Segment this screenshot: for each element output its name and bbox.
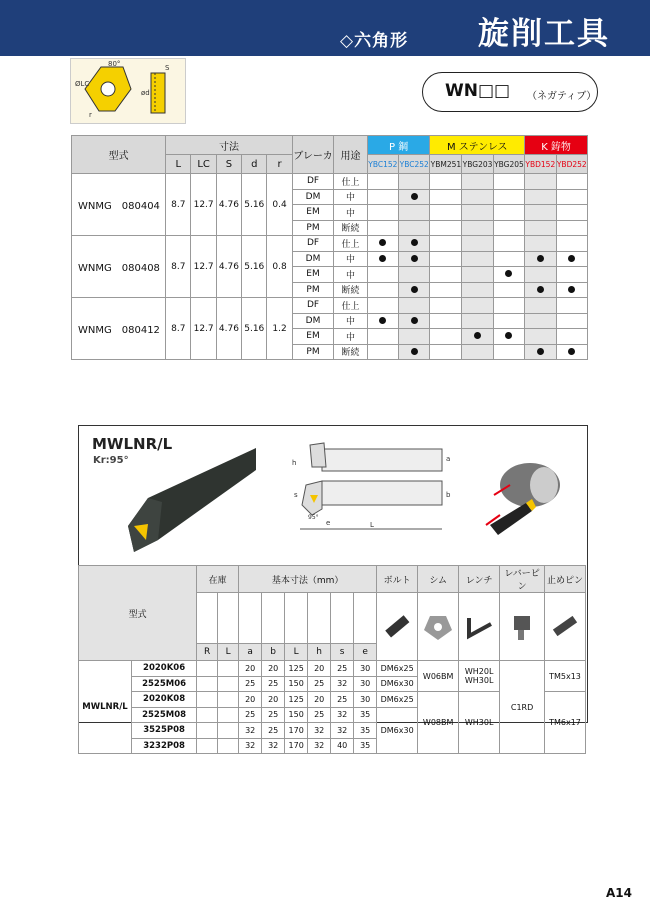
holder-dim-value: 32 — [331, 676, 354, 692]
breaker-code: EM — [292, 329, 334, 345]
grade-availability — [399, 205, 430, 221]
section-subtitle: ◇六角形 — [340, 31, 409, 51]
holder-model: 3525P08 — [132, 723, 197, 739]
holder-approach-angle: Kr:95° — [93, 455, 129, 466]
grade-availability — [430, 189, 462, 205]
grade-availability — [556, 174, 587, 190]
grade-availability — [462, 236, 493, 252]
stop-pin-value: TM5x13 — [544, 661, 585, 692]
stop-pin-value: TM6x17 — [544, 692, 585, 754]
grade-availability — [556, 313, 587, 329]
grade-availability — [525, 220, 556, 236]
holder-dim-value: 35 — [354, 707, 377, 723]
stock-l — [218, 692, 239, 708]
holder-dim-header: h — [308, 644, 331, 661]
holder-dim-header: s — [331, 644, 354, 661]
dim-col-header: LC — [191, 155, 216, 174]
breaker-code: DF — [292, 298, 334, 314]
wrench-value: WH30L — [459, 692, 500, 754]
stop-pin-icon — [544, 593, 585, 661]
grade-availability — [525, 236, 556, 252]
holder-dim-value: 35 — [354, 738, 377, 754]
holder-dim-value: 20 — [239, 692, 262, 708]
holder-dim-value: 35 — [354, 723, 377, 739]
grade-availability — [556, 329, 587, 345]
available-mark-icon — [568, 348, 575, 355]
usage-text: 中 — [334, 267, 367, 283]
grade-availability — [525, 344, 556, 360]
insert-spec-table — [71, 135, 588, 360]
shim-icon — [418, 593, 459, 661]
insert-type-note: （ネガティブ） — [527, 91, 597, 102]
dim-col-header: d — [242, 155, 267, 174]
cutting-illustration — [480, 455, 576, 537]
stock-l — [218, 723, 239, 739]
breaker-code: EM — [292, 267, 334, 283]
grade-group-k: K 鋳物 — [525, 136, 588, 155]
grade-availability — [493, 313, 524, 329]
breaker-code: PM — [292, 220, 334, 236]
holder-dim-value: 32 — [331, 723, 354, 739]
grade-availability — [399, 344, 430, 360]
insert-dim-value: 4.76 — [216, 236, 241, 298]
wrench-icon — [459, 593, 500, 661]
bolt-value: DM6x30 — [377, 707, 418, 754]
available-mark-icon — [537, 255, 544, 262]
grade-availability — [556, 298, 587, 314]
stock-r — [197, 707, 218, 723]
hole-label: ød — [141, 89, 150, 97]
grade-availability — [556, 267, 587, 283]
stock-l — [218, 707, 239, 723]
holder-dim-value: 150 — [285, 707, 308, 723]
holder-dim-value: 30 — [354, 661, 377, 677]
grade-availability — [430, 205, 462, 221]
grade-availability — [462, 313, 493, 329]
breaker-code: DF — [292, 174, 334, 190]
holder-col-stock: 在庫 — [197, 566, 239, 593]
grade-availability — [430, 251, 462, 267]
grade-availability — [493, 205, 524, 221]
grade-availability — [493, 189, 524, 205]
grade-availability — [462, 205, 493, 221]
grade-availability — [399, 251, 430, 267]
grade-availability — [556, 236, 587, 252]
grade-header: YBC152 — [367, 155, 398, 174]
thickness-label: S — [165, 64, 170, 72]
insert-dim-value: 12.7 — [191, 236, 216, 298]
stock-l — [218, 661, 239, 677]
grade-availability — [430, 298, 462, 314]
grade-availability — [556, 282, 587, 298]
wrench-value-2: WH30L — [464, 676, 494, 685]
stock-l — [218, 676, 239, 692]
grade-availability — [399, 174, 430, 190]
holder-col-lever: レバーピン — [500, 566, 545, 593]
grade-availability — [367, 174, 398, 190]
grade-availability — [399, 189, 430, 205]
breaker-code: DM — [292, 189, 334, 205]
holder-dim-value: 32 — [262, 738, 285, 754]
insert-row — [72, 236, 588, 252]
grade-availability — [430, 174, 462, 190]
holder-col-stop: 止めピン — [544, 566, 585, 593]
grade-availability — [430, 220, 462, 236]
lc-label: ØLC — [75, 80, 90, 88]
usage-text: 断続 — [334, 282, 367, 298]
insert-dim-value: 5.16 — [242, 236, 267, 298]
col-breaker: ブレーカ — [292, 136, 334, 174]
grade-availability — [493, 344, 524, 360]
holder-dim-value: 125 — [285, 692, 308, 708]
holder-model: 3232P08 — [132, 738, 197, 754]
insert-row — [72, 174, 588, 190]
available-mark-icon — [411, 255, 418, 262]
lever-pin-icon — [500, 593, 545, 661]
usage-text: 中 — [334, 251, 367, 267]
grade-availability — [430, 267, 462, 283]
usage-text: 仕上 — [334, 174, 367, 190]
available-mark-icon — [379, 255, 386, 262]
wrench-value — [459, 661, 500, 692]
insert-dim-value: 1.2 — [267, 298, 292, 360]
svg-text:95°: 95° — [308, 514, 319, 521]
blank-cell — [262, 593, 285, 644]
grade-availability — [399, 267, 430, 283]
grade-availability — [525, 251, 556, 267]
holder-title: MWLNR/L — [92, 435, 173, 453]
grade-availability — [399, 220, 430, 236]
holder-col-bolt: ボルト — [377, 566, 418, 593]
grade-availability — [462, 189, 493, 205]
insert-code-box — [422, 72, 598, 112]
stock-col-header: L — [218, 644, 239, 661]
breaker-code: DM — [292, 251, 334, 267]
grade-availability — [462, 251, 493, 267]
grade-availability — [556, 251, 587, 267]
insert-dim-value: 5.16 — [242, 298, 267, 360]
grade-availability — [462, 329, 493, 345]
stock-col-header: R — [197, 644, 218, 661]
holder-dim-value: 170 — [285, 738, 308, 754]
holder-col-model: 型式 — [79, 566, 197, 661]
available-mark-icon — [411, 286, 418, 293]
available-mark-icon — [411, 317, 418, 324]
holder-dim-value: 25 — [331, 661, 354, 677]
grade-availability — [493, 251, 524, 267]
grade-availability — [493, 282, 524, 298]
available-mark-icon — [537, 348, 544, 355]
blank-cell — [308, 593, 331, 644]
breaker-code: PM — [292, 344, 334, 360]
blank-cell — [218, 593, 239, 644]
bolt-value: DM6x30 — [377, 676, 418, 692]
holder-dim-header: a — [239, 644, 262, 661]
grade-availability — [367, 236, 398, 252]
grade-header: YBG203 — [462, 155, 493, 174]
grade-header: YBD152 — [525, 155, 556, 174]
holder-photo — [128, 440, 256, 558]
grade-availability — [462, 174, 493, 190]
holder-model: 2525M06 — [132, 676, 197, 692]
insert-row — [72, 298, 588, 314]
holder-row — [79, 661, 586, 677]
holder-dim-value: 32 — [308, 723, 331, 739]
grade-availability — [462, 220, 493, 236]
header-bar — [0, 0, 650, 56]
grade-availability — [556, 344, 587, 360]
available-mark-icon — [411, 239, 418, 246]
holder-dim-value: 30 — [354, 676, 377, 692]
available-mark-icon — [568, 255, 575, 262]
grade-availability — [367, 220, 398, 236]
blank-cell — [354, 593, 377, 644]
holder-dim-value: 125 — [285, 661, 308, 677]
usage-text: 仕上 — [334, 298, 367, 314]
insert-dim-value: 8.7 — [166, 236, 191, 298]
grade-availability — [399, 282, 430, 298]
grade-availability — [399, 298, 430, 314]
holder-col-wrench: レンチ — [459, 566, 500, 593]
stock-r — [197, 676, 218, 692]
blank-cell — [239, 593, 262, 644]
holder-col-dims: 基本寸法（mm） — [239, 566, 377, 593]
col-model: 型式 — [72, 136, 166, 174]
holder-dim-value: 20 — [308, 692, 331, 708]
holder-dim-value: 25 — [262, 707, 285, 723]
svg-text:b: b — [446, 491, 451, 499]
dim-col-header: L — [166, 155, 191, 174]
insert-dim-value: 0.8 — [267, 236, 292, 298]
grade-availability — [367, 298, 398, 314]
grade-header: YBC252 — [399, 155, 430, 174]
usage-text: 中 — [334, 189, 367, 205]
insert-dim-value: 5.16 — [242, 174, 267, 236]
holder-dim-value: 40 — [331, 738, 354, 754]
breaker-code: DM — [292, 313, 334, 329]
dim-col-header: r — [267, 155, 292, 174]
grade-availability — [525, 329, 556, 345]
grade-availability — [367, 329, 398, 345]
grade-availability — [525, 205, 556, 221]
holder-dim-value: 150 — [285, 676, 308, 692]
grade-availability — [367, 282, 398, 298]
grade-availability — [556, 220, 587, 236]
insert-dim-value: 12.7 — [191, 174, 216, 236]
usage-text: 断続 — [334, 220, 367, 236]
holder-dim-value: 32 — [308, 738, 331, 754]
page-number: A14 — [606, 886, 632, 900]
holder-dim-value: 30 — [354, 692, 377, 708]
holder-model: 2020K06 — [132, 661, 197, 677]
insert-model: WNMG 080404 — [72, 174, 166, 236]
holder-dim-value: 32 — [239, 723, 262, 739]
holder-dim-header: b — [262, 644, 285, 661]
holder-dim-value: 170 — [285, 723, 308, 739]
insert-dim-value: 4.76 — [216, 298, 241, 360]
grade-availability — [430, 282, 462, 298]
grade-availability — [367, 313, 398, 329]
svg-text:e: e — [326, 519, 331, 527]
holder-dim-value: 25 — [239, 676, 262, 692]
col-dims: 寸法 — [166, 136, 293, 155]
available-mark-icon — [505, 332, 512, 339]
svg-text:s: s — [294, 491, 298, 499]
radius-label: r — [89, 111, 92, 119]
grade-header: YBD252 — [556, 155, 587, 174]
insert-diagram — [70, 58, 186, 124]
available-mark-icon — [474, 332, 481, 339]
grade-group-p: P 鋼 — [367, 136, 430, 155]
breaker-code: EM — [292, 205, 334, 221]
grade-availability — [367, 344, 398, 360]
breaker-code: PM — [292, 282, 334, 298]
usage-text: 断続 — [334, 344, 367, 360]
grade-availability — [430, 236, 462, 252]
grade-availability — [493, 236, 524, 252]
insert-dim-value: 4.76 — [216, 174, 241, 236]
insert-model: WNMG 080408 — [72, 236, 166, 298]
grade-availability — [367, 251, 398, 267]
holder-spec-table — [78, 565, 586, 754]
available-mark-icon — [411, 348, 418, 355]
dim-col-header: S — [216, 155, 241, 174]
holder-dim-value: 25 — [262, 676, 285, 692]
stock-r — [197, 661, 218, 677]
holder-dim-value: 20 — [262, 692, 285, 708]
holder-dim-value: 25 — [308, 707, 331, 723]
holder-dim-value: 20 — [239, 661, 262, 677]
available-mark-icon — [537, 286, 544, 293]
grade-availability — [367, 267, 398, 283]
holder-col-shim: シム — [418, 566, 459, 593]
grade-availability — [430, 313, 462, 329]
blank-cell — [331, 593, 354, 644]
holder-dim-value: 20 — [308, 661, 331, 677]
bolt-icon — [377, 593, 418, 661]
holder-model: 2525M08 — [132, 707, 197, 723]
holder-dim-value: 25 — [331, 692, 354, 708]
insert-model: WNMG 080412 — [72, 298, 166, 360]
grade-availability — [367, 189, 398, 205]
bolt-value: DM6x25 — [377, 692, 418, 708]
grade-availability — [525, 282, 556, 298]
available-mark-icon — [505, 270, 512, 277]
grade-availability — [493, 298, 524, 314]
grade-availability — [399, 313, 430, 329]
available-mark-icon — [379, 317, 386, 324]
insert-dim-value: 8.7 — [166, 174, 191, 236]
grade-availability — [525, 174, 556, 190]
shim-value: W06BM — [418, 661, 459, 692]
bolt-value: DM6x25 — [377, 661, 418, 677]
grade-availability — [462, 267, 493, 283]
insert-dim-value: 8.7 — [166, 298, 191, 360]
insert-dim-value: 12.7 — [191, 298, 216, 360]
grade-availability — [399, 236, 430, 252]
blank-cell — [285, 593, 308, 644]
grade-availability — [556, 189, 587, 205]
holder-dim-value: 20 — [262, 661, 285, 677]
stock-r — [197, 692, 218, 708]
grade-availability — [493, 329, 524, 345]
page-title: 旋削工具 — [478, 16, 610, 52]
col-usage: 用途 — [334, 136, 367, 174]
stock-l — [218, 738, 239, 754]
holder-dim-value: 25 — [262, 723, 285, 739]
holder-dim-value: 25 — [239, 707, 262, 723]
usage-text: 中 — [334, 205, 367, 221]
grade-header: YBG205 — [493, 155, 524, 174]
breaker-code: DF — [292, 236, 334, 252]
grade-availability — [462, 298, 493, 314]
grade-availability — [430, 329, 462, 345]
grade-availability — [462, 344, 493, 360]
blank-cell — [197, 593, 218, 644]
holder-family: MWLNR/L — [79, 661, 132, 754]
grade-availability — [430, 344, 462, 360]
grade-availability — [493, 267, 524, 283]
shim-value: W08BM — [418, 692, 459, 754]
grade-availability — [525, 189, 556, 205]
holder-model: 2020K08 — [132, 692, 197, 708]
wrench-value-1: WH20L — [464, 667, 494, 676]
usage-text: 中 — [334, 313, 367, 329]
grade-availability — [525, 313, 556, 329]
grade-availability — [462, 282, 493, 298]
available-mark-icon — [568, 286, 575, 293]
holder-dim-header: L — [285, 644, 308, 661]
stock-r — [197, 723, 218, 739]
svg-text:L: L — [370, 521, 374, 529]
grade-availability — [493, 174, 524, 190]
grade-group-m: M ステンレス — [430, 136, 525, 155]
grade-availability — [556, 205, 587, 221]
grade-header: YBM251 — [430, 155, 462, 174]
usage-text: 仕上 — [334, 236, 367, 252]
lever-pin-value: C1RD — [500, 661, 545, 754]
holder-dim-value: 32 — [239, 738, 262, 754]
holder-dim-value: 32 — [331, 707, 354, 723]
stock-r — [197, 738, 218, 754]
insert-code: WN□□ — [445, 81, 511, 101]
insert-dim-value: 0.4 — [267, 174, 292, 236]
angle-label: 80° — [108, 60, 121, 68]
svg-text:h: h — [292, 459, 297, 467]
available-mark-icon — [411, 193, 418, 200]
grade-availability — [367, 205, 398, 221]
svg-text:a: a — [446, 455, 451, 463]
grade-availability — [399, 329, 430, 345]
grade-availability — [525, 298, 556, 314]
grade-availability — [525, 267, 556, 283]
usage-text: 中 — [334, 329, 367, 345]
grade-availability — [493, 220, 524, 236]
holder-dim-value: 25 — [308, 676, 331, 692]
holder-dimension-drawing — [282, 437, 462, 539]
available-mark-icon — [379, 239, 386, 246]
holder-dim-header: e — [354, 644, 377, 661]
